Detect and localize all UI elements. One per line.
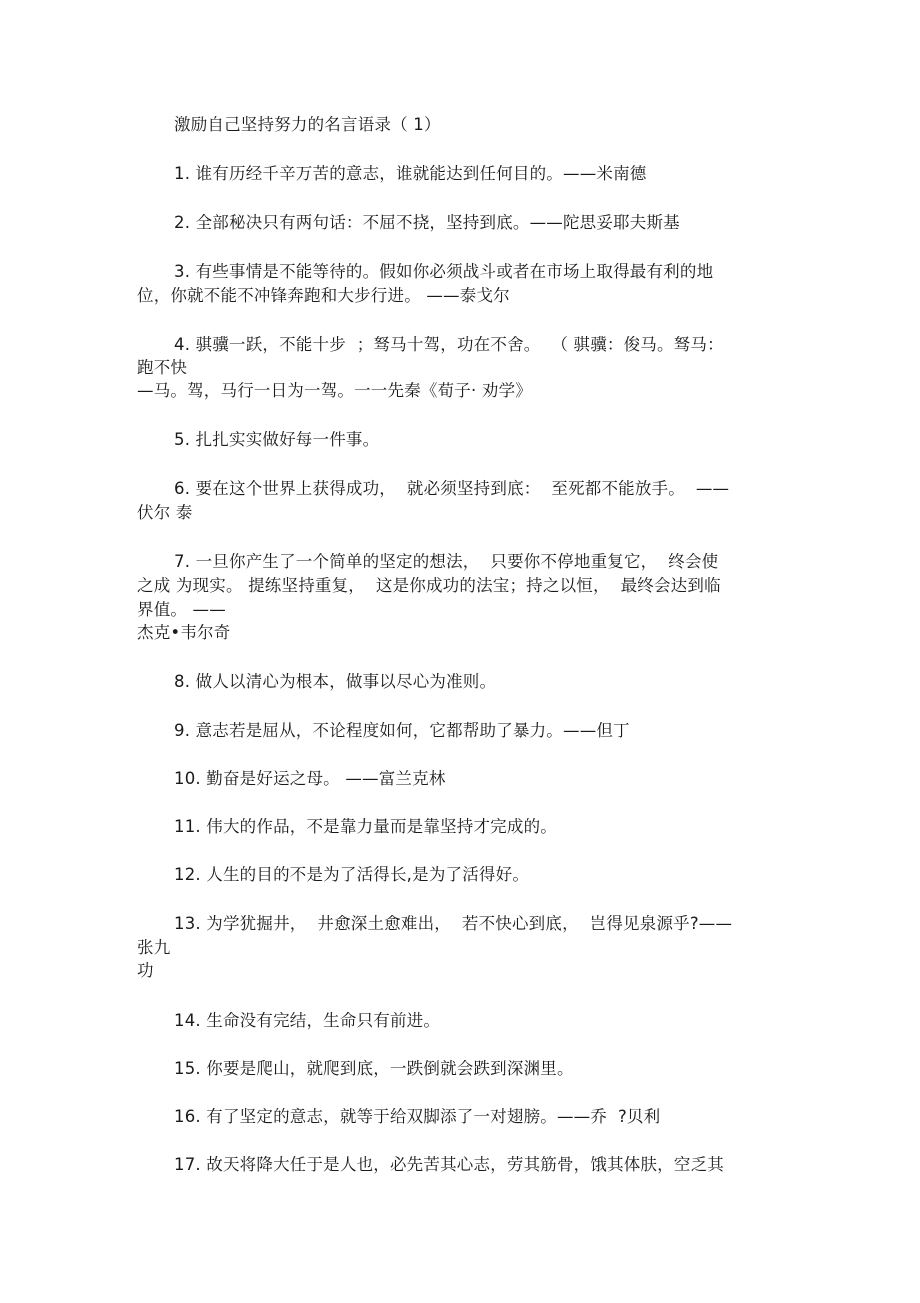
quote-line: —马。驾，马行一日为一驾。一一先秦《荀子· 劝学》	[137, 381, 532, 400]
quote-line: 9. 意志若是屈从，不论程度如何，它都帮助了暴力。——但丁	[174, 721, 630, 740]
quote-line: 12. 人生的目的不是为了活得长,是为了活得好。	[174, 865, 530, 884]
quote-line: 1. 谁有历经千辛万苦的意志，谁就能达到任何目的。——米南德	[174, 164, 647, 183]
quote-line: 2. 全部秘决只有两句话：不屈不挠，坚持到底。——陀思妥耶夫斯基	[174, 213, 680, 232]
quote-line: 17. 故天将降大任于是人也，必先苦其心志，劳其筋骨，饿其体肤，空乏其	[174, 1155, 724, 1174]
quote-line: 3. 有些事情是不能等待的。假如你必须战斗或者在市场上取得最有利的地	[174, 262, 714, 281]
quote-line: 11. 伟大的作品，不是靠力量而是靠坚持才完成的。	[174, 817, 557, 836]
quote-line: 15. 你要是爬山，就爬到底，一跌倒就会跌到深渊里。	[174, 1059, 574, 1078]
quote-line: 7. 一旦你产生了一个简单的坚定的想法， 只要你不停地重复它， 终会使	[174, 552, 719, 571]
quote-line: 杰克•韦尔奇	[137, 623, 231, 642]
quote-line: 8. 做人以清心为根本，做事以尽心为准则。	[174, 672, 497, 691]
quote-line: 跑不快	[137, 358, 188, 377]
quote-line: 13. 为学犹掘井， 井愈深土愈难出， 若不快心到底， 岂得见泉源乎?——	[174, 914, 733, 933]
document-title: 激励自己坚持努力的名言语录（ 1）	[174, 115, 441, 134]
quote-line: 14. 生命没有完结，生命只有前进。	[174, 1011, 441, 1030]
quote-line: 16. 有了坚定的意志，就等于给双脚添了一对翅膀。——乔 ?贝利	[174, 1107, 661, 1126]
quote-line: 4. 骐骥一跃，不能十步 ；驽马十驾，功在不舍。 （ 骐骥：俊马。驽马：	[174, 335, 724, 354]
quote-line: 6. 要在这个世界上获得成功， 就必须坚持到底： 至死都不能放手。 ——	[174, 479, 730, 498]
quote-line: 张九	[137, 938, 171, 957]
quote-line: 5. 扎扎实实做好每一件事。	[174, 430, 380, 449]
quote-line: 位，你就不能不冲锋奔跑和大步行进。 ——泰戈尔	[137, 286, 510, 305]
quote-line: 之成 为现实。 提练坚持重复， 这是你成功的法宝；持之以恒， 最终会达到临	[137, 576, 721, 595]
quote-line: 伏尔 泰	[137, 503, 193, 522]
quote-line: 功	[137, 961, 154, 980]
quote-line: 界值。 ——	[137, 600, 226, 619]
quote-line: 10. 勤奋是好运之母。 ——富兰克林	[174, 769, 446, 788]
